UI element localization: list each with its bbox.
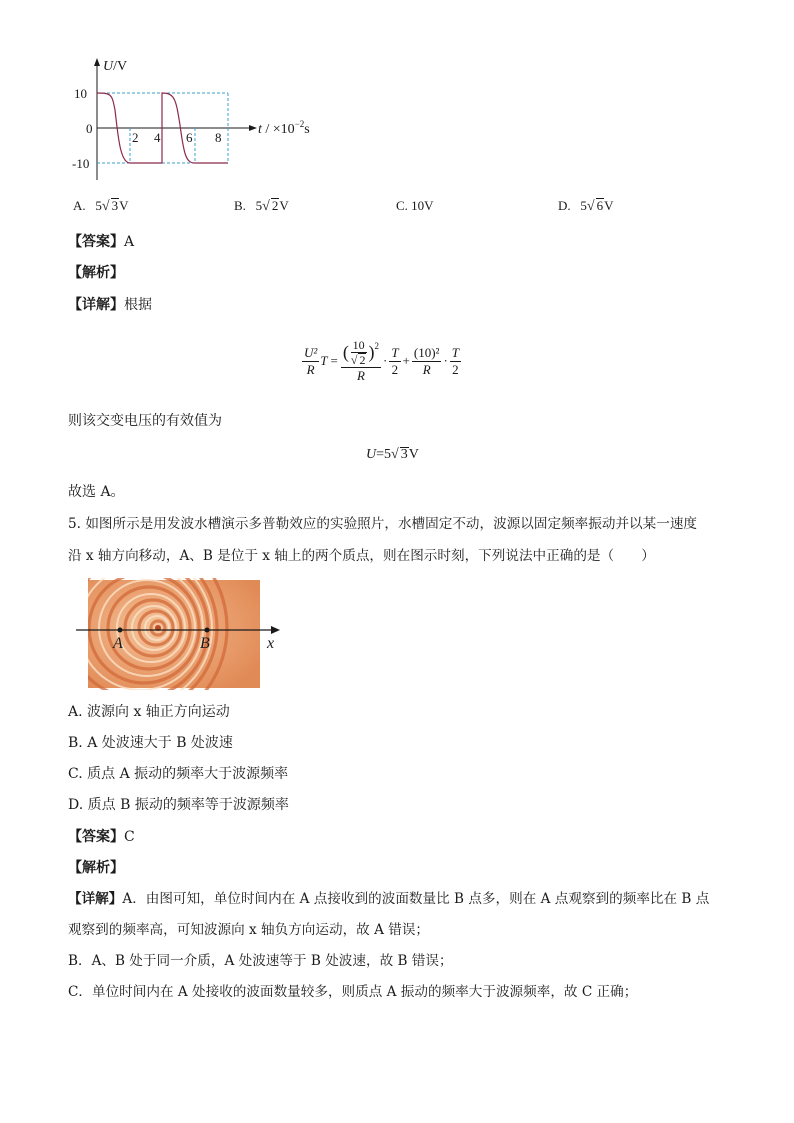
q4-analysis-tag: 【解析】 — [68, 265, 124, 281]
point-a-label: A — [113, 635, 123, 652]
q4-conclusion: 故选 A。 — [68, 484, 125, 500]
q4-answer: 【答案】A — [68, 234, 135, 250]
q4-formula: $\frac{\text{U²}}{R}$ T = ( $\frac{10}{√ 2}$ ) 2 R · $\frac{T}{2}$ + $\frac{\text{(10)²}}{R}$ · $\frac{T}{2}$ — [304, 337, 460, 383]
q5-option-a: A. 波源向 x 轴正方向运动 — [68, 704, 230, 720]
q5-detail-c: C．单位时间内在 A 处接收的波面数量较多，则质点 A 振动的频率大于波源频率，故 C 正确； — [68, 984, 638, 1000]
x-tick-6: 6 — [186, 130, 193, 145]
q5-answer: 【答案】C — [68, 829, 135, 845]
q5-detail-a1: 【详解】A．由图可知，单位时间内在 A 点接收到的波面数量比 B 点多，则在 A 点观察到的频率比在 B 点 — [68, 891, 710, 907]
x-axis-arrow — [249, 125, 257, 131]
x-tick-8: 8 — [215, 130, 222, 145]
q5-option-d: D. 质点 B 振动的频率等于波源频率 — [68, 797, 289, 813]
q4-effective-text: 则该交变电压的有效值为 — [68, 413, 222, 429]
x-tick-4: 4 — [154, 130, 161, 145]
point-b-dot — [205, 628, 210, 633]
q5-stem-line2: 沿 x 轴方向移动，A、B 是位于 x 轴上的两个质点，则在图示时刻，下列说法中正确的是（ ） — [68, 548, 655, 564]
q4-option-a: A. 5√ 3V — [73, 198, 129, 214]
q4-option-b: B. 5√ 2V — [234, 198, 289, 214]
q4-result: U=5√ 3V — [366, 447, 419, 462]
q4-option-c: C. 10V — [396, 198, 434, 213]
y-tick-10: 10 — [74, 86, 87, 101]
point-b-label: B — [200, 635, 210, 652]
q5-option-c: C. 质点 A 振动的频率大于波源频率 — [68, 766, 289, 782]
x-axis-label: x — [267, 635, 275, 652]
voltage-time-graph — [60, 55, 330, 185]
ripple-tank-photo — [74, 578, 284, 690]
q5-option-b: B. A 处波速大于 B 处波速 — [68, 735, 233, 751]
x-tick-2: 2 — [132, 130, 139, 145]
q5-stem-line1: 5. 如图所示是用发波水槽演示多普勒效应的实验照片，水槽固定不动，波源以固定频率振动并以某一速度 — [68, 516, 698, 532]
q4-option-d: D. 5√ 6V — [558, 198, 614, 214]
x-axis-label: $t / \times 10^{-2}s$ — [258, 119, 310, 137]
y-tick-0: 0 — [86, 121, 93, 136]
q5-analysis-tag: 【解析】 — [68, 860, 124, 876]
y-axis-arrow — [94, 58, 100, 66]
point-a-dot — [118, 628, 123, 633]
q4-detail: 【详解】根据 — [68, 297, 152, 313]
y-tick-neg10: -10 — [72, 156, 90, 171]
q5-detail-b: B．A、B 处于同一介质，A 处波速等于 B 处波速，故 B 错误； — [68, 953, 453, 969]
q5-detail-a2: 观察到的频率高，可知波源向 x 轴负方向运动，故 A 错误； — [68, 922, 430, 938]
y-axis-label: U/V — [103, 59, 128, 74]
